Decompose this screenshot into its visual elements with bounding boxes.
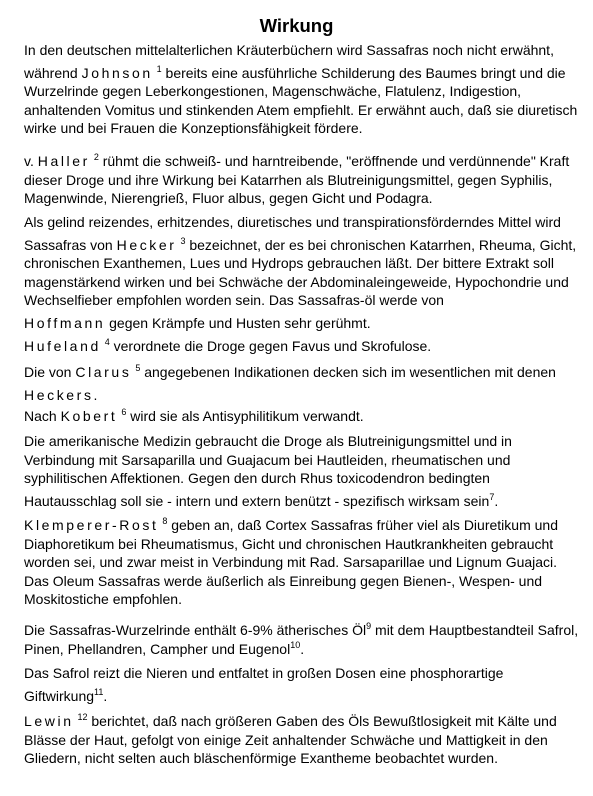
- text-run: gegen Krämpfe und Husten sehr gerühmt.: [105, 314, 371, 331]
- footnote-ref: 10: [290, 639, 301, 650]
- text-run: Die Sassafras-Wurzelrinde enthält 6-9% ätherisches Öl: [24, 622, 367, 638]
- author-name: Clarus: [75, 364, 132, 380]
- author-name: Hecker: [116, 236, 177, 253]
- paragraph-constituents: [24, 621, 580, 658]
- text-run: .: [93, 386, 98, 403]
- text-run: Die amerikanische Medizin gebraucht die Droge als Blutreinigungsmittel und in Verbindung mit Sarsaparilla und Guajacum bei Hautleiden, rheumatischen und syphilitischen Affektionen. Gegen den durch Rhus toxicodendron bedingten: [24, 433, 512, 487]
- text-run: Die von: [24, 364, 76, 380]
- footnote-ref: 5: [135, 363, 141, 373]
- paragraph-hecker: [24, 213, 580, 333]
- text-run: Sassafras von: [24, 236, 117, 253]
- footnote-ref: 12: [77, 712, 88, 722]
- text-run: während: [24, 64, 82, 81]
- text-run: bezeichnet, der es bei chronischen Katarrhen, Rheuma, Gicht, chronischen Exanthemen, Lues und Hydrops gebrauchen läßt. Der bittere Extrakt soll magenstärkend wirken und bei Schwäche der Abdominaleingeweide, Hypochondrie und Wechselfieber empfohlen worden sein. Das Sassafras-öl werde von: [24, 236, 577, 309]
- footnote-ref: 11: [94, 686, 104, 697]
- paragraph-lewin: [24, 712, 580, 768]
- footnote-ref: 6: [121, 407, 127, 417]
- footnote-ref: 4: [104, 337, 110, 347]
- text-run: .: [300, 640, 305, 657]
- text-run: In den deutschen mittelalterlichen Kräuterbüchern wird Sassafras noch nicht erwähnt,: [24, 42, 554, 58]
- text-run: rühmt die schweiß- und harntreibende, "eröffnende und verdünnende" Kraft dieser Droge und ihre Wirkung bei Katarrhen als Blutreinigungsmittel, gegen Syphilis, Magenwinde, Nierengrieß, Fluor albus, gegen Gicht und Podagra.: [24, 153, 570, 207]
- text-run: v.: [24, 153, 38, 169]
- paragraph-klemperer-rost: [24, 516, 580, 609]
- line-gap: [24, 232, 580, 236]
- footnote-ref: 2: [93, 152, 99, 162]
- paragraph-kobert: [24, 407, 580, 426]
- author-name: Heckers: [24, 386, 94, 403]
- text-run: wird sie als Antisyphilitikum verwandt.: [126, 408, 364, 424]
- text-run: Als gelind reizendes, erhitzendes, diuretisches und transpirationsförderndes Mittel wird: [24, 214, 561, 230]
- author-name: Lewin: [24, 713, 74, 729]
- paragraph-safrol: [24, 664, 580, 705]
- page-title: Wirkung: [259, 15, 334, 36]
- footnote-ref: 1: [156, 63, 162, 74]
- text-run: geben an, daß Cortex Sassafras früher viel als Diuretikum und Diaphoretikum bei Rheumatismus, Gicht und chronischen Hautkrankheiten gebraucht worden sei, und zwar meist in Verbindung mit Rad. Sarsaparillae und Lignum Guajaci. Das Oleum Sassafras werde äußerlich als Einreibung gegen Bienen-, Wespen- und Moskitostiche empfohlen.: [24, 517, 558, 608]
- text-run: Das Safrol reizt die Nieren und entfaltet in großen Dosen eine phosphorartige: [24, 665, 504, 681]
- line-gap: [24, 382, 580, 386]
- line-gap: [24, 488, 580, 492]
- author-name: Kobert: [60, 408, 118, 424]
- paragraph-haller: [24, 152, 580, 208]
- footnote-ref: 9: [366, 621, 372, 631]
- author-name: Hufeland: [24, 338, 101, 354]
- text-run: .: [103, 687, 108, 704]
- text-run: angegebenen Indikationen decken sich im wesentlichen mit denen: [140, 364, 556, 380]
- footnote-ref: 8: [162, 516, 168, 526]
- paragraph-hufeland: [24, 337, 580, 356]
- paragraph-johnson: [24, 41, 580, 138]
- author-name: Klemperer-Rost: [24, 517, 159, 533]
- line-gap: [24, 60, 580, 64]
- text-run: Hautausschlag soll sie - intern und extern benützt - spezifisch wirksam sein: [24, 492, 490, 509]
- text-run: berichtet, daß nach größeren Gaben des Öls Bewußtlosigkeit mit Kälte und Blässe der Haut, gefolgt von einige Zeit anhaltender Schwäche und Mattigkeit in den Gliedern, nicht selten auch bläschenförmige Exantheme beobachtet wurden.: [24, 713, 557, 767]
- footnote-ref: 7: [489, 491, 495, 502]
- author-name: Hoffmann: [24, 314, 106, 331]
- line-gap: [24, 310, 580, 314]
- author-name: Johnson: [81, 64, 153, 81]
- text-run: Nach: [24, 408, 61, 424]
- text-run: mit dem Hauptbestandteil Safrol, Pinen, Phellandren, Campher und Eugenol: [24, 622, 579, 657]
- author-name: Haller: [37, 153, 90, 169]
- text-run: Giftwirkung: [24, 687, 95, 704]
- paragraph-clarus: [24, 363, 580, 404]
- line-gap: [24, 683, 580, 687]
- text-run: verordnete die Droge gegen Favus und Skrofulose.: [109, 338, 432, 354]
- footnote-ref: 3: [180, 235, 186, 246]
- text-run: bereits eine ausführliche Schilderung des Baumes bringt und die Wurzelrinde gegen Leberkongestionen, Magenschwäche, Flatulenz, Indigestion, anhaltenden Vomitus und stinkenden Atem empfiehlt. Er erwähnt auch, daß sie diuretisch wirke und bei Frauen die Konzeptionsfähigkeit fördere.: [24, 64, 578, 137]
- text-run: .: [494, 492, 499, 509]
- paragraph-american-medicine: [24, 432, 580, 510]
